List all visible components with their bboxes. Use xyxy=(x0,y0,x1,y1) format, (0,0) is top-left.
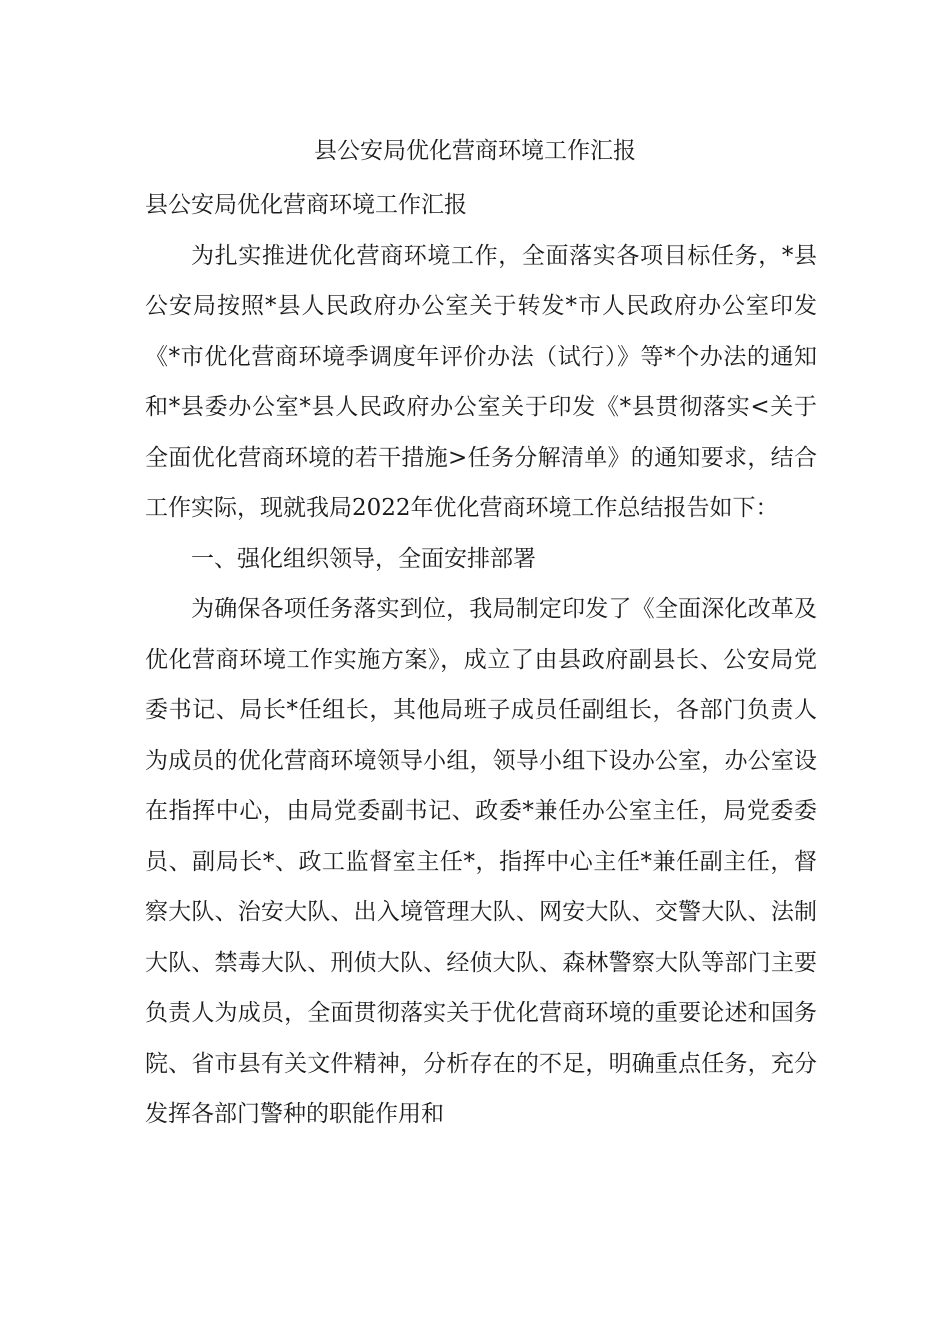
paragraph-section-1: 为确保各项任务落实到位，我局制定印发了《全面深化改革及优化营商环境工作实施方案》，成立了由县政府副县长、公安局党委书记、局长*任组长，其他局班子成员任副组长，各部门负责人为成员的优化营商环境领导小组，领导小组下设办公室，办公室设在指挥中心，由局党委副书记、政委*兼任办公室主任，局党委委员、副局长*、政工监督室主任*，指挥中心主任*兼任副主任，督察大队、治安大队、出入境管理大队、网安大队、交警大队、法制大队、禁毒大队、刑侦大队、经侦大队、森林警察大队等部门主要负责人为成员，全面贯彻落实关于优化营商环境的重要论述和国务院、省市县有关文件精神，分析存在的不足，明确重点任务，充分发挥各部门警种的职能作用和 xyxy=(145,596,817,1127)
section-heading-1: 一、强化组织领导，全面安排部署 xyxy=(191,545,536,572)
paragraph-intro: 为扎实推进优化营商环境工作，全面落实各项目标任务，*县公安局按照*县人民政府办公室关于转发*市人民政府办公室印发《*市优化营商环境季调度年评价办法（试行）》等*个办法的通知和*县委办公室*县人民政府办公室关于印发《*县贯彻落实<关于全面优化营商环境的若干措施>任务分解清单》的通知要求，结合工作实际，现就我局2022年优化营商环境工作总结报告如下： xyxy=(145,242,817,521)
document-subtitle: 县公安局优化营商环境工作汇报 xyxy=(145,192,467,218)
document-title: 县公安局优化营商环境工作汇报 xyxy=(314,138,636,164)
document-body xyxy=(145,180,817,1140)
